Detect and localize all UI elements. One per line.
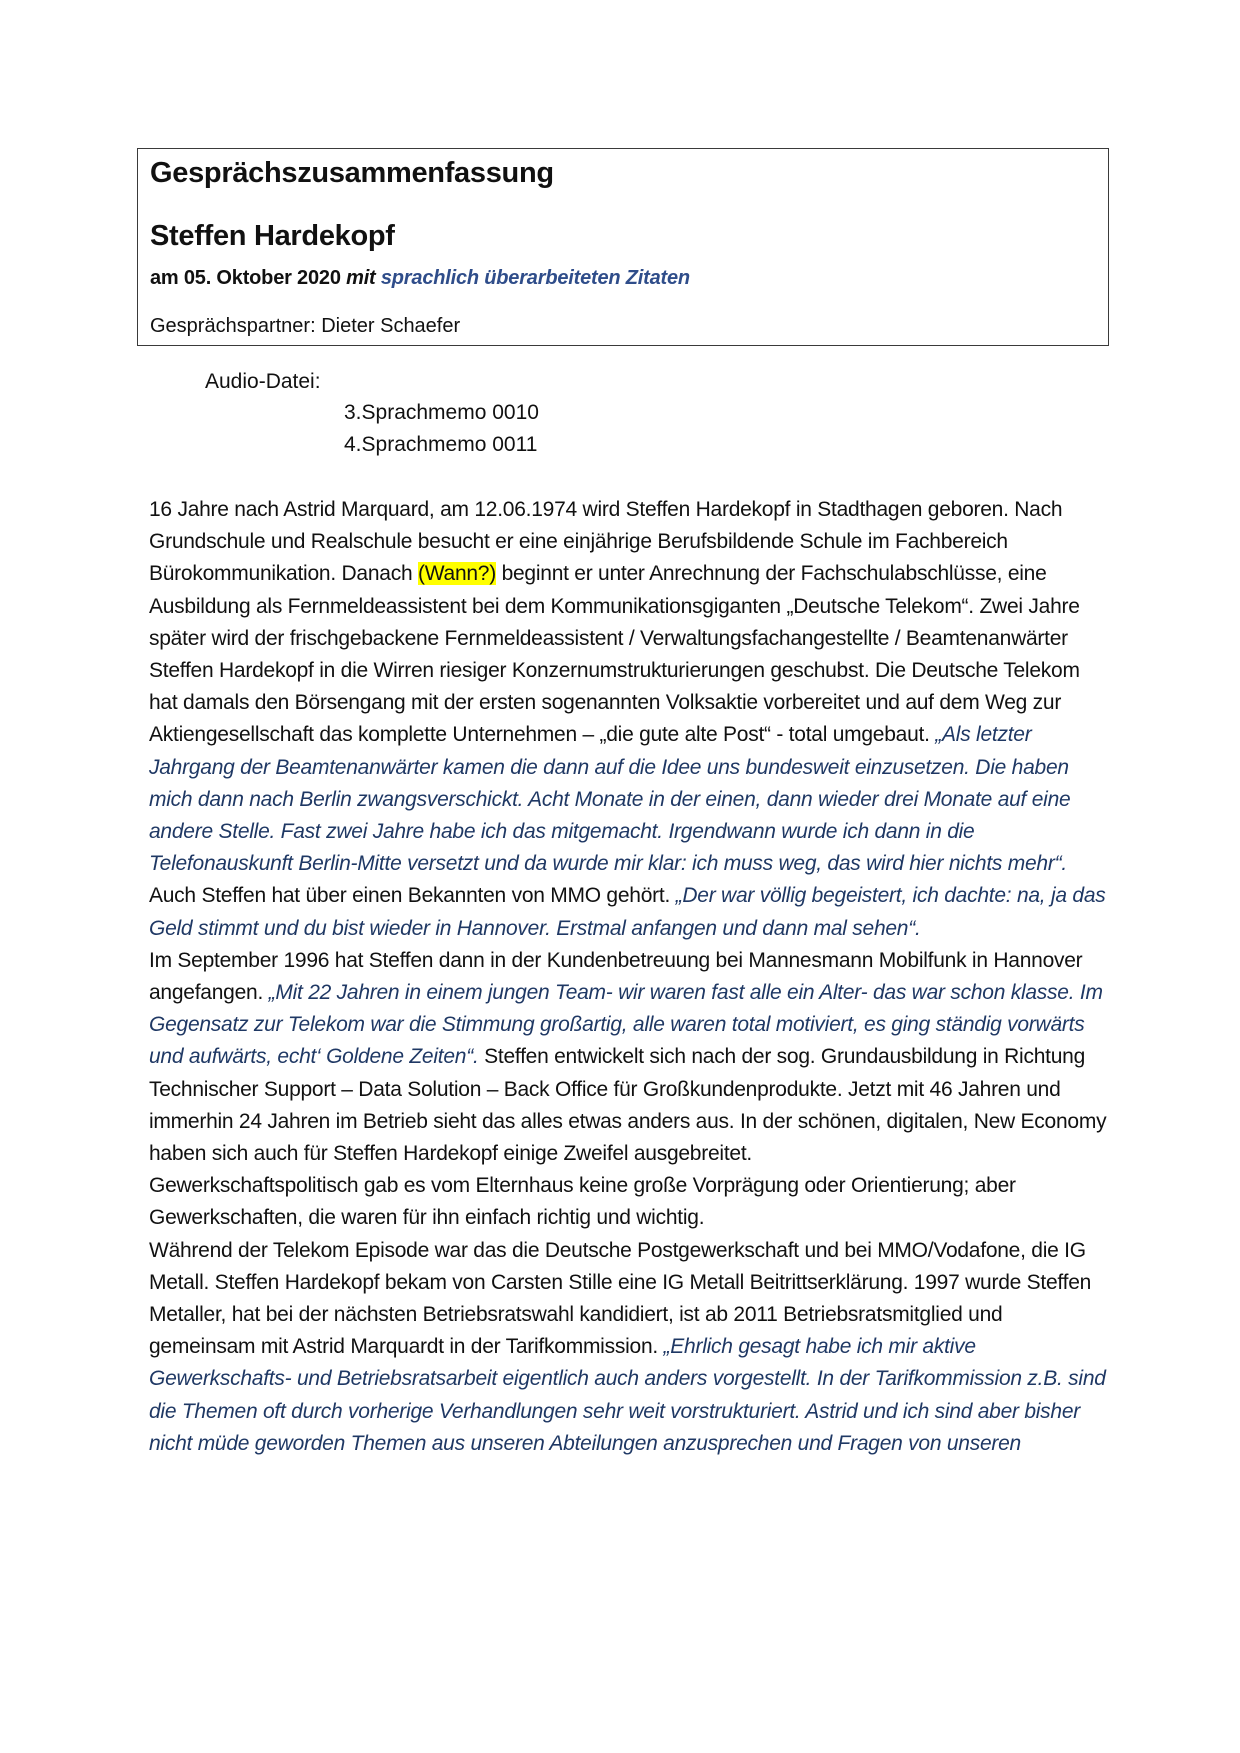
paragraph (149, 880, 1109, 944)
quote: „Ehrlich gesagt habe ich mir aktive Gewerkschafts- und Betriebsratsarbeit eigentlich auch anders vorgestellt. In der Tarifkommission z.B. sind die Themen oft durch vorherige Verhandlungen sehr weit vorstrukturiert. Astrid und ich sind aber bisher nicht müde geworden Themen aus unseren Abteilungen anzusprechen und Fragen von unseren (149, 1335, 1106, 1455)
interviewee-name: Steffen Hardekopf (150, 220, 395, 252)
date-note: sprachlich überarbeiteten Zitaten (375, 267, 690, 289)
audio-file: 3.Sprachmemo 0010 (344, 401, 539, 424)
quote: „Als letzter Jahrgang der Beamtenanwärter kamen die dann auf die Idee uns bundesweit einzusetzen. Die haben mich dann nach Berlin zwangsverschickt. Acht Monate in der einen, dann wieder drei Monate auf eine andere Stelle. Fast zwei Jahre habe ich das mitgemacht. Irgendwann wurde ich dann in die Telefonauskunft Berlin-Mitte versetzt und da wurde mir klar: ich muss weg, das wird hier nichts mehr“. (149, 723, 1071, 876)
body-text (149, 494, 1109, 1460)
text-run: Im September 1996 hat Steffen dann in der Kundenbetreuung bei Mannesmann Mobilfunk in Hannover angefangen. (149, 948, 1083, 1005)
header-box (137, 148, 1109, 346)
highlighted-note: (Wann?) (417, 562, 496, 586)
date-text: am 05. Oktober 2020 (150, 267, 347, 289)
audio-label: Audio-Datei: (205, 370, 321, 393)
paragraph (149, 494, 1109, 880)
quote: „Mit 22 Jahren in einem jungen Team- wir waren fast alle ein Alter- das war schon klasse. Im Gegensatz zur Telekom war die Stimmung großartig, alle waren total motiviert, es ging ständig vorwärts und aufwärts, echt‘ Goldene Zeiten“. (149, 981, 1103, 1069)
paragraph (149, 945, 1109, 1170)
text-run: 16 Jahre nach Astrid Marquard, am 12.06.1974 wird Steffen Hardekopf in Stadthagen geboren. Nach Grundschule und Realschule besucht er eine einjährige Berufsbildende Schule im Fachbereich Bürokommunikation. Danach (149, 498, 1063, 586)
paragraph: Gewerkschaftspolitisch gab es vom Elternhaus keine große Vorprägung oder Orientierung; aber Gewerkschaften, die waren für ihn einfach richtig und wichtig. (149, 1174, 1016, 1230)
interview-partner: Gesprächspartner: Dieter Schaefer (150, 315, 461, 337)
interview-date (150, 267, 690, 290)
text-run: beginnt er unter Anrechnung der Fachschulabschlüsse, eine Ausbildung als Fernmeldeassistent bei dem Kommunikationsgiganten „Deutsche Telekom“. Zwei Jahre später wird der frischgebackene Fernmeldeassistent / Verwaltungsfachangestellte / Beamtenanwärter Steffen Hardekopf in die Wirren riesiger Konzernumstrukturierungen geschubst. Die Deutsche Telekom hat damals den Börsengang mit der ersten sogenannten Volksaktie vorbereitet und auf dem Weg zur Aktiengesellschaft das komplette Unternehmen – „die gute alte Post“ - total umgebaut. (149, 562, 1080, 747)
text-run: Während der Telekom Episode war das die Deutsche Postgewerkschaft und bei MMO/Vodafone, die IG Metall. Steffen Hardekopf bekam von Carsten Stille eine IG Metall Beitrittserklärung. 1997 wurde Steffen Metaller, hat bei der nächsten Betriebsratswahl kandidiert, ist ab 2011 Betriebsratsmitglied und gemeinsam mit Astrid Marquardt in der Tarifkommission. (149, 1238, 1092, 1359)
text-run: Auch Steffen hat über einen Bekannten von MMO gehört. (149, 884, 676, 908)
quote: „Der war völlig begeistert, ich dachte: na, ja das Geld stimmt und du bist wieder in Hannover. Erstmal anfangen und dann mal sehen“. (149, 884, 1106, 940)
document-title: Gesprächszusammenfassung (150, 157, 554, 189)
audio-file: 4.Sprachmemo 0011 (344, 433, 538, 456)
paragraph (149, 1235, 1109, 1460)
date-mit: mit (346, 267, 376, 289)
text-run: Steffen entwickelt sich nach der sog. Grundausbildung in Richtung Technischer Support – Data Solution – Back Office für Großkundenprodukte. Jetzt mit 46 Jahren und immerhin 24 Jahren im Betrieb sieht das alles etwas anders aus. In der schönen, digitalen, New Economy haben sich auch für Steffen Hardekopf einige Zweifel ausgebreitet. (149, 1045, 1107, 1166)
